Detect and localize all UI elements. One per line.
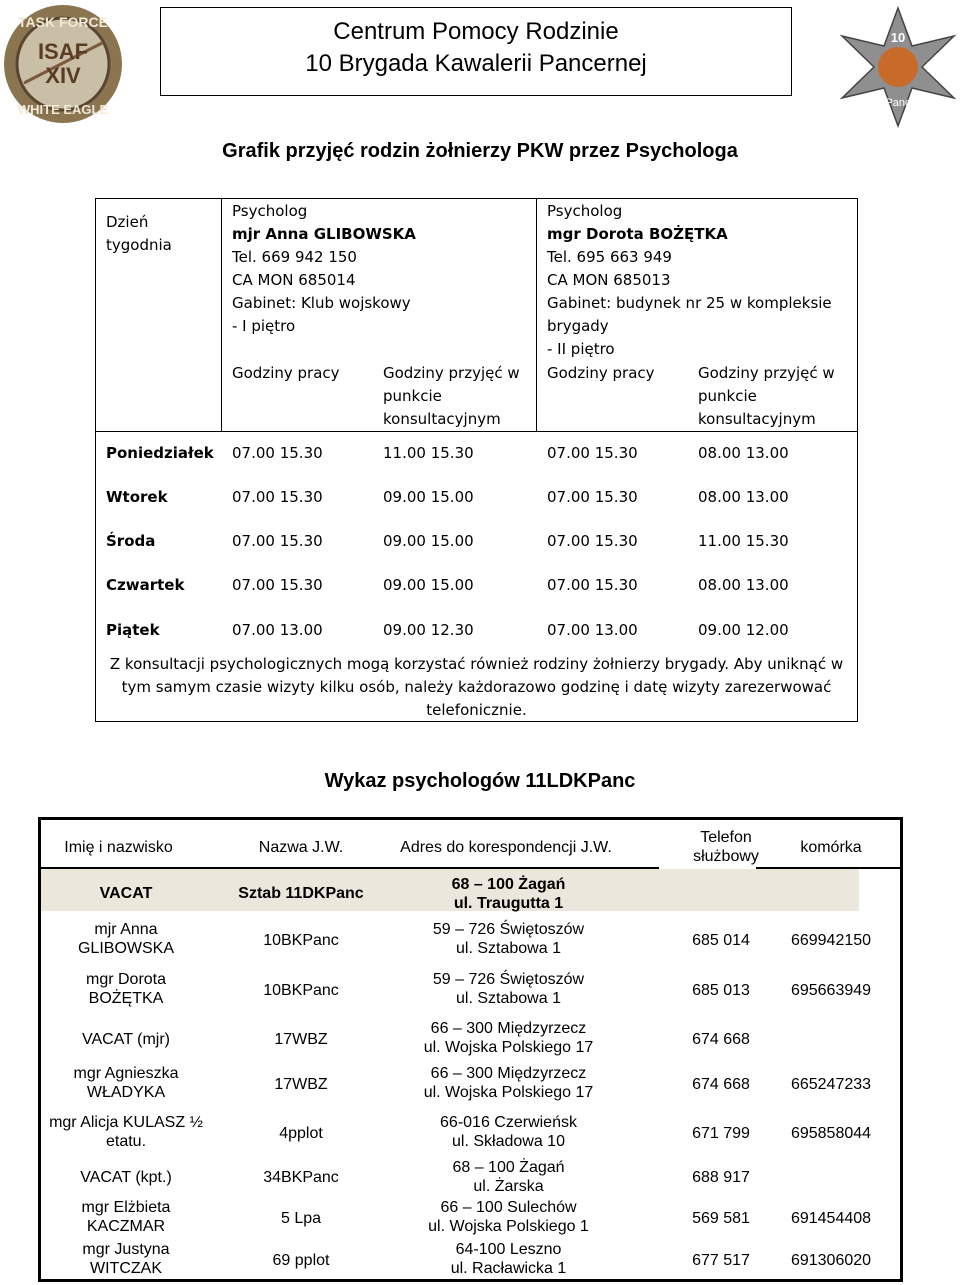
- psy-phone: 674 668: [692, 1031, 750, 1048]
- schedule-note: Z konsultacji psychologicznych mogą korzystać również rodziny żołnierzy brygady. Aby uniknąć w tym samym czasie wizyty kilku osób, należy każdorazowo godzinę i datę wizyty zarezerwować telefonicznie.: [109, 655, 844, 719]
- list-title: Wykaz psychologów 11LDKPanc: [324, 770, 636, 792]
- row-day: Poniedziałek: [106, 444, 214, 462]
- psych1-info: Psycholog mjr Anna GLIBOWSKA Tel. 669 942 150 CA MON 685014 Gabinet: Klub wojskowy - I piętro: [232, 202, 416, 335]
- psy-mobile: 695663949: [790, 982, 872, 999]
- psych2-work-header: Godziny pracy: [547, 364, 655, 382]
- row-day: Piątek: [106, 621, 160, 639]
- day-header: Dzień tygodnia: [106, 213, 172, 254]
- psy-address: 66 – 100 Sulechów ul. Wojska Polskiego 1: [428, 1199, 589, 1235]
- psy-phone: 674 668: [692, 1076, 750, 1093]
- psych1-consult-header: Godziny przyjęć w punkcie konsultacyjnym: [383, 364, 520, 428]
- psy-name: VACAT (mjr): [82, 1031, 170, 1048]
- row-day: Środa: [106, 532, 156, 550]
- psychologists-table: [38, 817, 903, 1282]
- psy-address: 59 – 726 Świętoszów ul. Sztabowa 1: [432, 921, 585, 957]
- psy-phone: 569 581: [692, 1210, 750, 1227]
- psy-phone: 685 013: [692, 982, 750, 999]
- psy-unit: Sztab 11DKPanc: [238, 885, 364, 902]
- psy-phone: 671 799: [692, 1125, 750, 1142]
- psy-mobile: 691454408: [790, 1210, 872, 1227]
- row-work1: 07.00 15.30: [232, 576, 323, 594]
- header-box: [160, 7, 792, 96]
- row-consult1: 09.00 15.00: [383, 576, 474, 594]
- psy-name: VACAT: [99, 885, 153, 902]
- header-unit: Nazwa J.W.: [258, 839, 344, 856]
- psy-name: mgr Justyna WITCZAK: [82, 1241, 170, 1277]
- task-force-logo: [2, 3, 124, 125]
- row-consult1: 09.00 15.00: [383, 532, 474, 550]
- row-work1: 07.00 15.30: [232, 532, 323, 550]
- psy-address: 64-100 Leszno ul. Racławicka 1: [450, 1241, 567, 1277]
- row-consult2: 09.00 12.00: [698, 621, 789, 639]
- psych2-consult-header: Godziny przyjęć w punkcie konsultacyjnym: [698, 364, 835, 428]
- psy-name: mgr Elżbieta KACZMAR: [81, 1199, 171, 1235]
- row-work2: 07.00 15.30: [547, 488, 638, 506]
- psych2-info: Psycholog mgr Dorota BOŻĘTKA Tel. 695 663 949 CA MON 685013 Gabinet: budynek nr 25 w kompleksie brygady - II piętro: [547, 202, 832, 358]
- row-consult2: 08.00 13.00: [698, 488, 789, 506]
- row-day: Czwartek: [106, 576, 185, 594]
- psy-unit: 34BKPanc: [263, 1169, 339, 1186]
- psy-name: VACAT (kpt.): [80, 1169, 172, 1186]
- header-mobile: komórka: [800, 839, 862, 856]
- psy-unit: 4pplot: [279, 1125, 323, 1142]
- svg-text:XIV: XIV: [45, 63, 81, 88]
- row-consult1: 11.00 15.30: [383, 444, 474, 462]
- row-consult2: 08.00 13.00: [698, 576, 789, 594]
- brigade-cross-logo: [836, 6, 960, 128]
- psy-name: mgr Alicja KULASZ ½ etatu.: [49, 1114, 203, 1150]
- svg-text:B: B: [858, 59, 870, 76]
- psy-address: 68 – 100 Żagań ul. Żarska: [452, 1159, 565, 1195]
- psy-address: 66-016 Czerwieńsk ul. Składowa 10: [440, 1114, 577, 1150]
- psy-address: 59 – 726 Świętoszów ul. Sztabowa 1: [432, 971, 585, 1007]
- psy-mobile: 665247233: [790, 1076, 872, 1093]
- row-work2: 07.00 15.30: [547, 532, 638, 550]
- psy-address: 66 – 300 Międzyrzecz ul. Wojska Polskiego 17: [423, 1020, 594, 1056]
- psy-unit: 17WBZ: [274, 1076, 328, 1093]
- schedule-title: Grafik przyjęć rodzin żołnierzy PKW przez Psychologa: [222, 140, 738, 162]
- row-work2: 07.00 15.30: [547, 576, 638, 594]
- psy-name: mgr Agnieszka WŁADYKA: [73, 1065, 179, 1101]
- header-phone: Telefon służbowy: [693, 829, 759, 865]
- psy-name: mgr Dorota BOŻĘTKA: [85, 971, 167, 1007]
- header-address: Adres do korespondencji J.W.: [400, 839, 612, 856]
- psy-mobile: 695858044: [790, 1125, 872, 1142]
- psy-name: mjr Anna GLIBOWSKA: [77, 921, 175, 957]
- row-consult1: 09.00 12.30: [383, 621, 474, 639]
- svg-text:ISAF: ISAF: [37, 39, 89, 64]
- psy-unit: 17WBZ: [274, 1031, 328, 1048]
- psy-phone: 688 917: [692, 1169, 750, 1186]
- row-work2: 07.00 13.00: [547, 621, 638, 639]
- psych1-work-header: Godziny pracy: [232, 364, 340, 382]
- psy-mobile: 691306020: [790, 1252, 872, 1269]
- row-work1: 07.00 15.30: [232, 444, 323, 462]
- schedule-table: [95, 198, 858, 722]
- row-day: Wtorek: [106, 488, 168, 506]
- svg-text:K: K: [926, 59, 938, 76]
- svg-text:Panc: Panc: [885, 97, 911, 109]
- header-title-line2: 10 Brygada Kawalerii Pancernej: [305, 50, 647, 77]
- row-consult2: 11.00 15.30: [698, 532, 789, 550]
- psy-unit: 5 Lpa: [280, 1210, 322, 1227]
- header-name: Imię i nazwisko: [64, 839, 173, 856]
- row-work1: 07.00 13.00: [232, 621, 323, 639]
- psy-address: 66 – 300 Międzyrzecz ul. Wojska Polskiego 17: [423, 1065, 594, 1101]
- row-work1: 07.00 15.30: [232, 488, 323, 506]
- header-title-line1: Centrum Pomocy Rodzinie: [333, 18, 619, 45]
- row-consult1: 09.00 15.00: [383, 488, 474, 506]
- svg-text:10: 10: [890, 30, 906, 45]
- psy-phone: 685 014: [692, 932, 750, 949]
- psy-unit: 69 pplot: [272, 1252, 330, 1269]
- psy-unit: 10BKPanc: [263, 982, 339, 999]
- psy-unit: 10BKPanc: [263, 932, 339, 949]
- row-consult2: 08.00 13.00: [698, 444, 789, 462]
- psy-phone: 677 517: [692, 1252, 750, 1269]
- psy-address: 68 – 100 Żagań ul. Traugutta 1: [451, 876, 566, 912]
- svg-text:TASK FORCE: TASK FORCE: [18, 14, 108, 30]
- row-work2: 07.00 15.30: [547, 444, 638, 462]
- svg-text:WHITE EAGLE: WHITE EAGLE: [17, 102, 109, 117]
- psy-mobile: 669942150: [790, 932, 872, 949]
